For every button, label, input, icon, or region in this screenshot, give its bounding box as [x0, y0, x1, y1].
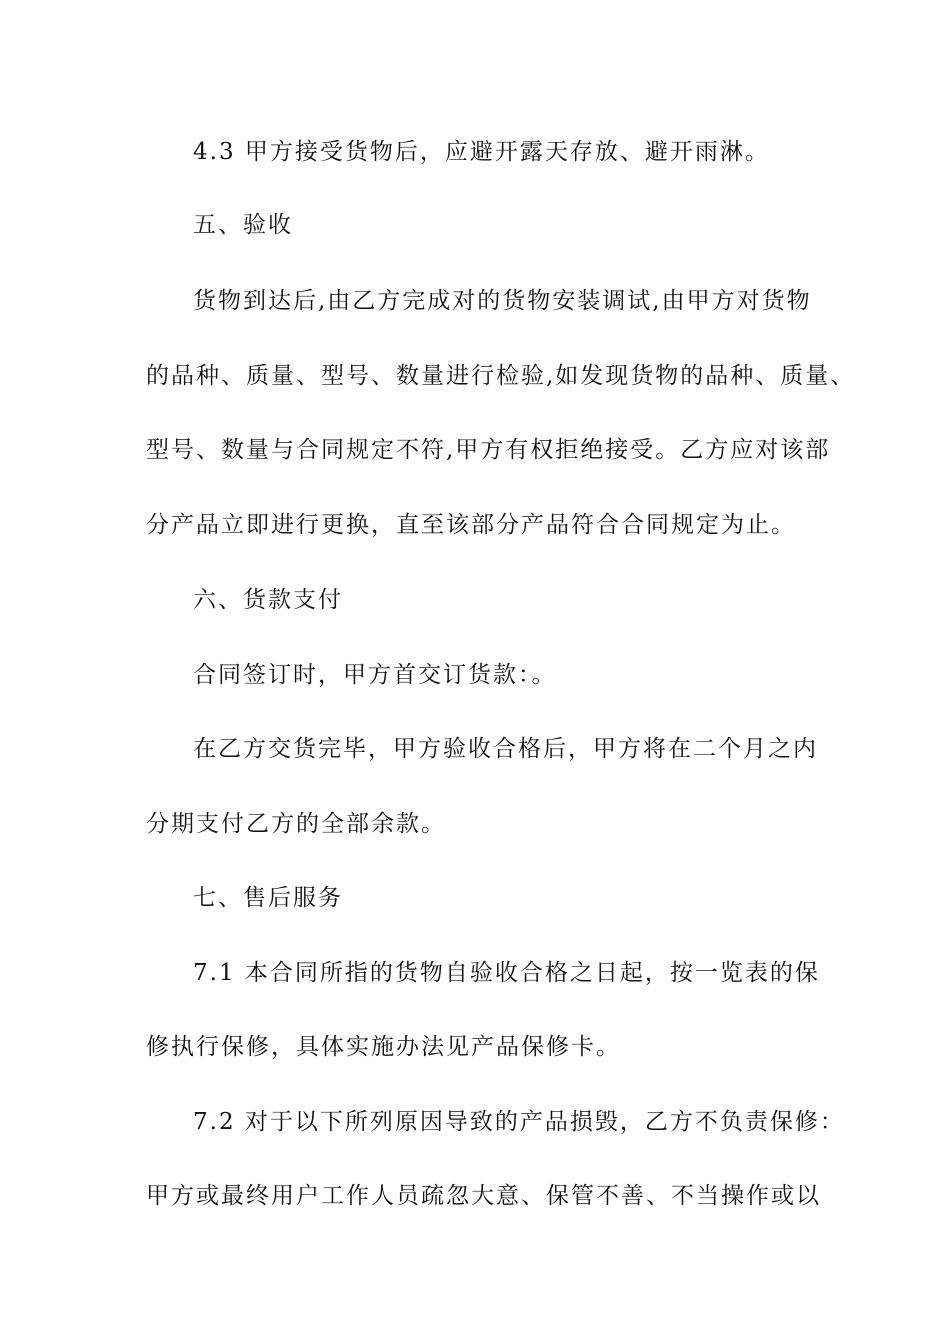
paragraph-line: 货物到达后,由乙方完成对的货物安装调试,由甲方对货物 [193, 288, 812, 314]
paragraph-line: 合同签订时，甲方首交订货款：。 [193, 662, 557, 688]
paragraph-line: 型号、数量与合同规定不符,甲方有权拒绝接受。乙方应对该部 [146, 437, 831, 463]
paragraph-line: 甲方或最终用户工作人员疏忽大意、保管不善、不当操作或以 [146, 1183, 821, 1209]
section-heading: 七、售后服务 [193, 885, 343, 911]
paragraph-line: 7.1 本合同所指的货物自验收合格之日起，按一览表的保 [193, 960, 820, 986]
paragraph-line: 在乙方交货完毕，甲方验收合格后，甲方将在二个月之内 [193, 736, 818, 762]
paragraph-line: 分产品立即进行更换，直至该部分产品符合合同规定为止。 [146, 512, 796, 538]
paragraph-line: 7.2 对于以下所列原因导致的产品损毁，乙方不负责保修： [193, 1109, 845, 1135]
paragraph-line: 的品种、质量、型号、数量进行检验,如发现货物的品种、质量、 [146, 363, 856, 389]
section-heading: 六、货款支付 [193, 587, 343, 613]
paragraph-line: 4.3 甲方接受货物后，应避开露天存放、避开雨淋。 [193, 139, 770, 165]
paragraph-line: 修执行保修，具体实施办法见产品保修卡。 [146, 1034, 621, 1060]
paragraph-line: 分期支付乙方的全部余款。 [146, 811, 446, 837]
section-heading: 五、验收 [193, 212, 293, 238]
